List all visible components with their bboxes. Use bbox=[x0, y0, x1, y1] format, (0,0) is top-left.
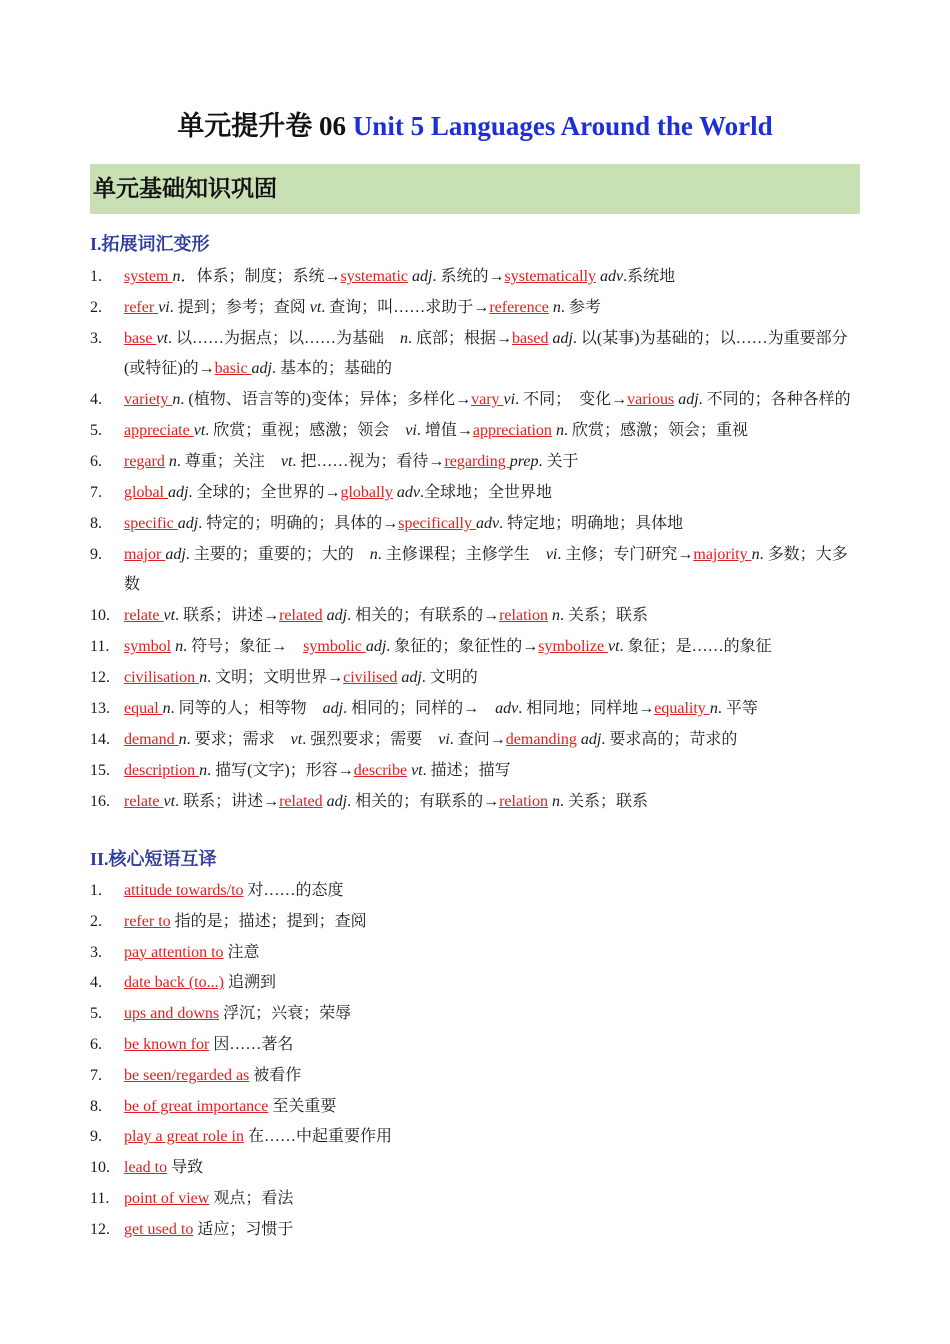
definition-text: . 描写(文字)；形容→ bbox=[207, 762, 354, 779]
part-of-speech: adv bbox=[475, 515, 500, 532]
item-number: 7. bbox=[90, 1066, 102, 1084]
part-of-speech: n bbox=[369, 546, 378, 563]
definition-text: . 符号；象征→ bbox=[183, 638, 304, 655]
vocab-item bbox=[90, 293, 860, 323]
vocab-item bbox=[90, 478, 860, 508]
definition-text: . 查问→ bbox=[449, 731, 506, 748]
part-of-speech: n bbox=[172, 268, 181, 285]
definition-text: . 关系；联系 bbox=[559, 793, 648, 810]
phrase-item bbox=[90, 938, 860, 968]
item-number: 4. bbox=[90, 391, 102, 408]
definition-text: . 增值→ bbox=[416, 422, 473, 439]
part-of-speech: vt bbox=[163, 607, 176, 624]
definition-text: . 要求；需求 bbox=[186, 731, 291, 748]
answer-word: majority bbox=[693, 546, 752, 563]
definition-text: . 相同地；同样地→ bbox=[518, 700, 655, 717]
definition-text: . 欣赏；重视；感激；领会 bbox=[205, 422, 406, 439]
definition-text: . 主要的；重要的；大的 bbox=[185, 546, 370, 563]
vocab-item bbox=[90, 632, 860, 662]
part-of-speech: adj bbox=[165, 546, 186, 563]
part-of-speech: vt bbox=[411, 762, 423, 779]
definition-text: . 描述；描写 bbox=[422, 762, 511, 779]
definition-text: . 相同的；同样的→ bbox=[343, 700, 496, 717]
phrase-meaning: 导致 bbox=[167, 1159, 204, 1177]
vocab-list bbox=[90, 262, 860, 818]
answer-word: major bbox=[124, 546, 166, 563]
part-of-speech: n bbox=[175, 638, 184, 655]
definition-text: . 同等的人；相等物 bbox=[170, 700, 323, 717]
phrase-item bbox=[90, 876, 860, 906]
title-chinese: 单元提升卷 06 bbox=[177, 111, 353, 141]
phrase-meaning: 指的是；描述；提到；查阅 bbox=[170, 912, 367, 930]
answer-word: based bbox=[512, 330, 549, 347]
part-of-speech: adv bbox=[396, 484, 421, 501]
answer-word: systematic bbox=[340, 268, 409, 285]
item-number: 2. bbox=[90, 912, 102, 930]
part-of-speech: vt bbox=[193, 422, 206, 439]
title-english: Unit 5 Languages Around the World bbox=[352, 111, 773, 141]
item-number: 15. bbox=[90, 762, 110, 779]
part-of-speech: n bbox=[751, 546, 760, 563]
vocab-item bbox=[90, 756, 860, 786]
answer-word: globally bbox=[340, 484, 393, 501]
answer-word: variety bbox=[124, 391, 173, 408]
item-number: 7. bbox=[90, 484, 102, 501]
item-number: 12. bbox=[90, 1220, 110, 1238]
answer-word: specific bbox=[124, 515, 178, 532]
item-number: 5. bbox=[90, 422, 102, 439]
part-of-speech: adj bbox=[365, 638, 387, 655]
phrase-item bbox=[90, 1215, 860, 1245]
vocab-heading: I.拓展词汇变形 bbox=[90, 234, 210, 254]
part-of-speech: vt bbox=[156, 330, 168, 347]
part-of-speech: n bbox=[555, 422, 564, 439]
definition-text: . 文明的 bbox=[421, 669, 478, 686]
answer-word: equality bbox=[654, 700, 710, 717]
definition-text: . 关于 bbox=[538, 453, 579, 470]
part-of-speech: adj bbox=[412, 268, 433, 285]
part-of-speech: adj bbox=[177, 515, 199, 532]
answer-phrase: ups and downs bbox=[124, 1005, 220, 1023]
part-of-speech: adv bbox=[600, 268, 624, 285]
definition-text: ．体系；制度；系统→ bbox=[180, 268, 341, 285]
part-of-speech: adj bbox=[552, 330, 573, 347]
definition-text: . 以(某事)为基础的；以……为重要部分(或特征)的→ bbox=[124, 330, 848, 377]
vocab-item bbox=[90, 262, 860, 292]
definition-text: . 特定的；明确的；具体的→ bbox=[198, 515, 399, 532]
definition-text: . 象征；是……的象征 bbox=[619, 638, 772, 655]
item-number: 6. bbox=[90, 453, 102, 470]
part-of-speech: adj bbox=[580, 731, 602, 748]
part-of-speech: adj bbox=[326, 607, 348, 624]
definition-text: . 尊重；关注 bbox=[176, 453, 281, 470]
answer-phrase: lead to bbox=[124, 1159, 168, 1177]
answer-word: symbol bbox=[124, 638, 172, 655]
answer-word: equal bbox=[124, 700, 163, 717]
part-of-speech: n bbox=[551, 793, 560, 810]
part-of-speech: n bbox=[168, 453, 177, 470]
vocab-item bbox=[90, 416, 860, 446]
item-number: 5. bbox=[90, 1005, 102, 1023]
vocab-item bbox=[90, 694, 860, 724]
definition-text: .系统地 bbox=[623, 268, 676, 285]
part-of-speech: n bbox=[199, 762, 208, 779]
answer-word: relate bbox=[124, 793, 164, 810]
answer-phrase: be known for bbox=[124, 1035, 210, 1053]
part-of-speech: prep bbox=[509, 453, 539, 470]
phrase-meaning: 至关重要 bbox=[268, 1097, 337, 1115]
vocab-item bbox=[90, 787, 860, 817]
definition-text: . 查询；叫……求助于→ bbox=[321, 299, 490, 316]
part-of-speech: n bbox=[400, 330, 408, 347]
answer-phrase: date back (to...) bbox=[124, 974, 224, 992]
answer-word: regarding bbox=[444, 453, 510, 470]
part-of-speech: vi bbox=[438, 731, 450, 748]
item-number: 10. bbox=[90, 1159, 110, 1177]
item-number: 14. bbox=[90, 731, 110, 748]
part-of-speech: vt bbox=[163, 793, 176, 810]
part-of-speech: vt bbox=[280, 453, 293, 470]
definition-text: . 主修课程；主修学生 bbox=[377, 546, 546, 563]
phrase-meaning: 对……的态度 bbox=[243, 882, 344, 899]
answer-word: refer bbox=[124, 299, 159, 316]
part-of-speech: n bbox=[178, 731, 187, 748]
item-number: 8. bbox=[90, 515, 102, 532]
phrase-item bbox=[90, 1030, 860, 1060]
definition-text: . 不同； 变化→ bbox=[515, 391, 628, 408]
part-of-speech: n bbox=[199, 669, 208, 686]
definition-text: . 参考 bbox=[560, 299, 601, 316]
answer-word: appreciation bbox=[472, 422, 552, 439]
definition-text: . 不同的；各种各样的 bbox=[698, 391, 851, 408]
item-number: 8. bbox=[90, 1097, 102, 1115]
part-of-speech: n bbox=[162, 700, 171, 717]
phrase-meaning: 在……中起重要作用 bbox=[243, 1128, 392, 1146]
part-of-speech: n bbox=[552, 299, 561, 316]
part-of-speech: vi bbox=[545, 546, 558, 563]
answer-word: reference bbox=[489, 299, 549, 316]
item-number: 3. bbox=[90, 330, 102, 347]
phrase-meaning: 因……著名 bbox=[209, 1035, 294, 1053]
part-of-speech: adj bbox=[322, 700, 344, 717]
answer-word: various bbox=[627, 391, 675, 408]
answer-phrase: be seen/regarded as bbox=[124, 1066, 250, 1084]
part-of-speech: adj bbox=[401, 669, 422, 686]
item-number: 9. bbox=[90, 1128, 102, 1146]
definition-text: . (植物、语言等的)变体；异体；多样化→ bbox=[180, 391, 472, 408]
definition-text: . 欣赏；感激；领会；重视 bbox=[563, 422, 748, 439]
item-number: 11. bbox=[90, 1189, 110, 1207]
definition-text: . 相关的；有联系的→ bbox=[347, 793, 500, 810]
item-number: 10. bbox=[90, 607, 110, 624]
answer-word: vary bbox=[471, 391, 504, 408]
definition-text: . 要求高的；苛求的 bbox=[601, 731, 738, 748]
answer-word: demand bbox=[124, 731, 179, 748]
answer-word: systematically bbox=[504, 268, 597, 285]
answer-word: system bbox=[124, 268, 173, 285]
vocab-item bbox=[90, 663, 860, 693]
part-of-speech: vi bbox=[405, 422, 417, 439]
vocab-item bbox=[90, 601, 860, 631]
vocab-item bbox=[90, 509, 860, 539]
part-of-speech: vt bbox=[290, 731, 303, 748]
item-number: 4. bbox=[90, 974, 102, 992]
definition-text: . 把……视为；看待→ bbox=[292, 453, 445, 470]
section-banner: 单元基础知识巩固 bbox=[90, 164, 860, 214]
answer-word: relate bbox=[124, 607, 164, 624]
definition-text: . 全球的；全世界的→ bbox=[188, 484, 341, 501]
phrase-item bbox=[90, 907, 860, 937]
item-number: 2. bbox=[90, 299, 102, 316]
page-title bbox=[0, 104, 950, 143]
part-of-speech: n bbox=[709, 700, 718, 717]
phrase-item bbox=[90, 968, 860, 998]
phrase-meaning: 被看作 bbox=[249, 1066, 302, 1084]
definition-text: . 关系；联系 bbox=[559, 607, 648, 624]
answer-word: relation bbox=[499, 793, 548, 810]
answer-phrase: pay attention to bbox=[124, 943, 224, 961]
definition-text: . 多数；大多数 bbox=[124, 546, 848, 593]
phrase-meaning: 注意 bbox=[223, 943, 260, 961]
definition-text: . 系统的→ bbox=[432, 268, 505, 285]
part-of-speech: adj bbox=[251, 360, 272, 377]
definition-text: . 相关的；有联系的→ bbox=[347, 607, 500, 624]
item-number: 1. bbox=[90, 882, 102, 899]
answer-phrase: be of great importance bbox=[124, 1097, 269, 1115]
answer-phrase: point of view bbox=[124, 1189, 210, 1207]
part-of-speech: adv bbox=[495, 700, 519, 717]
part-of-speech: vi bbox=[158, 299, 170, 316]
definition-text: . 文明；文明世界→ bbox=[207, 669, 344, 686]
answer-word: related bbox=[279, 793, 323, 810]
phrase-item bbox=[90, 1122, 860, 1152]
item-number: 6. bbox=[90, 1035, 102, 1053]
part-of-speech: adj bbox=[678, 391, 699, 408]
vocab-item bbox=[90, 447, 860, 477]
phrase-heading: II.核心短语互译 bbox=[90, 849, 217, 869]
answer-phrase: attitude towards/to bbox=[124, 882, 244, 899]
item-number: 1. bbox=[90, 268, 102, 285]
answer-word: civilisation bbox=[124, 669, 200, 686]
vocab-item bbox=[90, 725, 860, 755]
answer-word: basic bbox=[214, 360, 252, 377]
phrase-item bbox=[90, 1153, 860, 1183]
vocab-item bbox=[90, 324, 860, 384]
item-number: 3. bbox=[90, 943, 102, 961]
definition-text: . 主修；专门研究→ bbox=[557, 546, 694, 563]
answer-word: specifically bbox=[398, 515, 476, 532]
item-number: 9. bbox=[90, 546, 102, 563]
phrase-meaning: 观点；看法 bbox=[209, 1189, 294, 1207]
answer-phrase: get used to bbox=[124, 1220, 194, 1238]
definition-text: . 底部；根据→ bbox=[408, 330, 513, 347]
item-number: 12. bbox=[90, 669, 110, 686]
answer-word: symbolic bbox=[303, 638, 366, 655]
phrase-item bbox=[90, 999, 860, 1029]
definition-text: . 特定地；明确地；具体地 bbox=[499, 515, 684, 532]
definition-text: .全球地；全世界地 bbox=[420, 484, 553, 501]
definition-text: . 象征的；象征性的→ bbox=[386, 638, 539, 655]
definition-text: . 联系；讲述→ bbox=[175, 607, 280, 624]
definition-text: . 基本的；基础的 bbox=[272, 360, 393, 377]
phrase-item bbox=[90, 1092, 860, 1122]
answer-word: appreciate bbox=[124, 422, 194, 439]
answer-word: civilised bbox=[343, 669, 398, 686]
phrase-meaning: 追溯到 bbox=[223, 974, 276, 992]
part-of-speech: vt bbox=[608, 638, 620, 655]
answer-word: relation bbox=[499, 607, 548, 624]
definition-text: . 提到；参考；查阅 bbox=[169, 299, 310, 316]
item-number: 13. bbox=[90, 700, 110, 717]
phrase-item bbox=[90, 1061, 860, 1091]
answer-word: description bbox=[124, 762, 200, 779]
vocab-item bbox=[90, 540, 860, 600]
answer-word: base bbox=[124, 330, 157, 347]
item-number: 16. bbox=[90, 793, 110, 810]
answer-phrase: play a great role in bbox=[124, 1128, 244, 1146]
definition-text: . 联系；讲述→ bbox=[175, 793, 280, 810]
part-of-speech: vi bbox=[503, 391, 516, 408]
definition-text: . 强烈要求；需要 bbox=[302, 731, 439, 748]
phrase-list bbox=[90, 876, 860, 1246]
answer-word: demanding bbox=[505, 731, 577, 748]
definition-text: . 以……为据点；以……为基础 bbox=[167, 330, 400, 347]
vocab-item bbox=[90, 385, 860, 415]
item-number: 11. bbox=[90, 638, 110, 655]
phrase-item bbox=[90, 1184, 860, 1214]
answer-phrase: refer to bbox=[124, 912, 171, 930]
answer-word: related bbox=[279, 607, 323, 624]
phrase-meaning: 适应；习惯于 bbox=[193, 1220, 294, 1238]
part-of-speech: adj bbox=[326, 793, 348, 810]
answer-word: describe bbox=[353, 762, 408, 779]
answer-word: global bbox=[124, 484, 168, 501]
answer-word: symbolize bbox=[538, 638, 609, 655]
definition-text: . 平等 bbox=[717, 700, 758, 717]
part-of-speech: vt bbox=[309, 299, 322, 316]
part-of-speech: n bbox=[551, 607, 560, 624]
phrase-meaning: 浮沉；兴衰；荣辱 bbox=[219, 1005, 352, 1023]
part-of-speech: n bbox=[172, 391, 181, 408]
answer-word: regard bbox=[124, 453, 165, 470]
part-of-speech: adj bbox=[168, 484, 189, 501]
